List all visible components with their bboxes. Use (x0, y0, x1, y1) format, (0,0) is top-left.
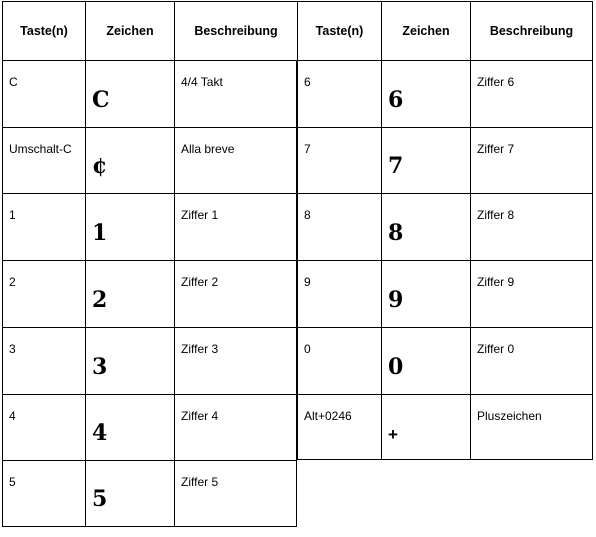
key-cell: 9 (297, 260, 381, 327)
header-description: Beschreibung (470, 1, 593, 60)
glyph-cell: 7 (381, 127, 470, 193)
description-cell: Ziffer 1 (174, 193, 297, 260)
glyph-cell: 0 (381, 327, 470, 394)
key-cell: Alt+0246 (297, 394, 381, 460)
glyph-cell: 9 (381, 260, 470, 327)
description-cell: Alla breve (174, 127, 297, 193)
header-description: Beschreibung (174, 1, 297, 60)
key-cell: 8 (297, 193, 381, 260)
glyph-cell: 6 (381, 60, 470, 127)
description-cell: Ziffer 6 (470, 60, 593, 127)
key-cell: 3 (2, 327, 85, 394)
key-cell: C (2, 60, 85, 127)
key-cell: 2 (2, 260, 85, 327)
header-keys: Taste(n) (297, 1, 381, 60)
description-cell: Ziffer 8 (470, 193, 593, 260)
glyph-cell: 3 (85, 327, 174, 394)
key-cell: 7 (297, 127, 381, 193)
description-cell: Pluszeichen (470, 394, 593, 460)
description-cell: Ziffer 0 (470, 327, 593, 394)
description-cell: Ziffer 5 (174, 460, 297, 527)
description-cell: Ziffer 3 (174, 327, 297, 394)
key-cell: Umschalt-C (2, 127, 85, 193)
header-keys: Taste(n) (2, 1, 85, 60)
glyph-cell: 1 (85, 193, 174, 260)
key-cell: 0 (297, 327, 381, 394)
glyph-cell: 8 (381, 193, 470, 260)
glyph-cell: ¢ (85, 127, 174, 193)
glyph-cell: 2 (85, 260, 174, 327)
description-cell: Ziffer 4 (174, 394, 297, 460)
description-cell: 4/4 Takt (174, 60, 297, 127)
glyph-cell: 5 (85, 460, 174, 527)
glyph-cell: + (381, 394, 470, 460)
description-cell: Ziffer 2 (174, 260, 297, 327)
glyph-cell: 4 (85, 394, 174, 460)
key-cell: 4 (2, 394, 85, 460)
description-cell: Ziffer 7 (470, 127, 593, 193)
glyph-cell: C (85, 60, 174, 127)
key-cell: 1 (2, 193, 85, 260)
header-glyph: Zeichen (381, 1, 470, 60)
key-cell: 6 (297, 60, 381, 127)
header-glyph: Zeichen (85, 1, 174, 60)
key-cell: 5 (2, 460, 85, 527)
description-cell: Ziffer 9 (470, 260, 593, 327)
